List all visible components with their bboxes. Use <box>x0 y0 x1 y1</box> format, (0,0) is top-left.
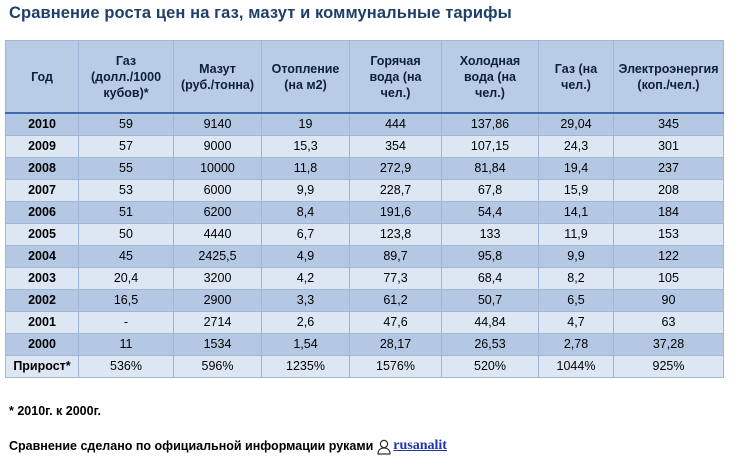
value-cell: 68,4 <box>442 268 539 290</box>
value-cell: 596% <box>174 356 262 378</box>
value-cell: 6000 <box>174 180 262 202</box>
year-cell: 2003 <box>6 268 79 290</box>
table-row <box>6 334 724 356</box>
value-cell: 20,4 <box>79 268 174 290</box>
value-cell: 90 <box>614 290 724 312</box>
value-cell: 6,5 <box>539 290 614 312</box>
value-cell: 1534 <box>174 334 262 356</box>
value-cell: 19,4 <box>539 158 614 180</box>
value-cell: 45 <box>79 246 174 268</box>
table-row <box>6 224 724 246</box>
value-cell: 44,84 <box>442 312 539 334</box>
value-cell: 2,6 <box>262 312 350 334</box>
value-cell: 2900 <box>174 290 262 312</box>
user-icon <box>377 439 391 455</box>
column-header-line: чел.) <box>561 77 591 92</box>
value-cell: 1235% <box>262 356 350 378</box>
column-header-line: Газ (на <box>554 61 598 76</box>
table-header-row <box>6 41 724 114</box>
column-header-line: кубов)* <box>103 85 149 100</box>
value-cell: 11,9 <box>539 224 614 246</box>
column-header-line: (долл./1000 <box>90 69 162 84</box>
value-cell: 15,3 <box>262 136 350 158</box>
value-cell: 26,53 <box>442 334 539 356</box>
value-cell: 4,7 <box>539 312 614 334</box>
column-header-line: Отопление <box>271 61 340 76</box>
credit-line <box>9 438 447 454</box>
table-body <box>6 113 724 378</box>
column-header <box>79 41 174 114</box>
value-cell: 6,7 <box>262 224 350 246</box>
column-header-line: (на м2) <box>284 77 327 92</box>
value-cell: 9140 <box>174 113 262 136</box>
value-cell: 9,9 <box>262 180 350 202</box>
value-cell: 95,8 <box>442 246 539 268</box>
value-cell: 228,7 <box>350 180 442 202</box>
year-cell: 2009 <box>6 136 79 158</box>
footnote: * 2010г. к 2000г. <box>9 404 102 418</box>
value-cell: 11 <box>79 334 174 356</box>
value-cell: 11,8 <box>262 158 350 180</box>
value-cell: 153 <box>614 224 724 246</box>
column-header-line: Холодная <box>459 53 521 68</box>
value-cell: 122 <box>614 246 724 268</box>
value-cell: 1044% <box>539 356 614 378</box>
column-header-line: (руб./тонна) <box>180 77 255 92</box>
value-cell: 4440 <box>174 224 262 246</box>
value-cell: 53 <box>79 180 174 202</box>
column-header <box>442 41 539 114</box>
table-row <box>6 180 724 202</box>
value-cell: 133 <box>442 224 539 246</box>
column-header-line: чел.) <box>380 85 411 100</box>
column-header-line: Горячая <box>370 53 421 68</box>
column-header <box>262 41 350 114</box>
value-cell: 237 <box>614 158 724 180</box>
price-comparison-table <box>5 40 724 378</box>
value-cell: 444 <box>350 113 442 136</box>
column-header-line: вода (на <box>463 69 516 84</box>
value-cell: 50,7 <box>442 290 539 312</box>
value-cell: 16,5 <box>79 290 174 312</box>
column-header <box>6 41 79 114</box>
value-cell: 4,9 <box>262 246 350 268</box>
value-cell: 9,9 <box>539 246 614 268</box>
column-header-line: чел.) <box>475 85 505 100</box>
year-cell: 2004 <box>6 246 79 268</box>
value-cell: 57 <box>79 136 174 158</box>
author-link[interactable]: rusanalit <box>393 438 447 453</box>
column-header-line: Год <box>31 69 53 84</box>
column-header-line: (коп./чел.) <box>637 77 700 92</box>
value-cell: 4,2 <box>262 268 350 290</box>
column-header-line: Газ <box>115 53 137 68</box>
table-row <box>6 158 724 180</box>
value-cell: 9000 <box>174 136 262 158</box>
table-row <box>6 290 724 312</box>
value-cell: 19 <box>262 113 350 136</box>
page-title: Сравнение роста цен на газ, мазут и коммунальные тарифы <box>9 4 512 22</box>
year-cell: 2007 <box>6 180 79 202</box>
value-cell: 1576% <box>350 356 442 378</box>
value-cell: 29,04 <box>539 113 614 136</box>
value-cell: 2714 <box>174 312 262 334</box>
year-cell: 2008 <box>6 158 79 180</box>
value-cell: 50 <box>79 224 174 246</box>
year-cell: 2006 <box>6 202 79 224</box>
value-cell: 123,8 <box>350 224 442 246</box>
year-cell: 2002 <box>6 290 79 312</box>
value-cell: 301 <box>614 136 724 158</box>
value-cell: - <box>79 312 174 334</box>
value-cell: 354 <box>350 136 442 158</box>
value-cell: 24,3 <box>539 136 614 158</box>
column-header <box>614 41 724 114</box>
value-cell: 55 <box>79 158 174 180</box>
value-cell: 59 <box>79 113 174 136</box>
value-cell: 2,78 <box>539 334 614 356</box>
table-row <box>6 113 724 136</box>
value-cell: 54,4 <box>442 202 539 224</box>
value-cell: 105 <box>614 268 724 290</box>
value-cell: 925% <box>614 356 724 378</box>
table-row <box>6 246 724 268</box>
value-cell: 3200 <box>174 268 262 290</box>
year-cell: 2005 <box>6 224 79 246</box>
value-cell: 28,17 <box>350 334 442 356</box>
value-cell: 10000 <box>174 158 262 180</box>
value-cell: 77,3 <box>350 268 442 290</box>
column-header-line: Мазут <box>199 61 236 76</box>
value-cell: 107,15 <box>442 136 539 158</box>
table-row <box>6 312 724 334</box>
table-row <box>6 268 724 290</box>
value-cell: 191,6 <box>350 202 442 224</box>
value-cell: 47,6 <box>350 312 442 334</box>
growth-row <box>6 356 724 378</box>
value-cell: 63 <box>614 312 724 334</box>
column-header <box>350 41 442 114</box>
column-header <box>539 41 614 114</box>
value-cell: 8,2 <box>539 268 614 290</box>
year-cell: 2000 <box>6 334 79 356</box>
value-cell: 61,2 <box>350 290 442 312</box>
column-header <box>174 41 262 114</box>
value-cell: 536% <box>79 356 174 378</box>
value-cell: 208 <box>614 180 724 202</box>
column-header-line: Электроэнергия <box>618 61 719 76</box>
value-cell: 2425,5 <box>174 246 262 268</box>
value-cell: 89,7 <box>350 246 442 268</box>
value-cell: 345 <box>614 113 724 136</box>
value-cell: 3,3 <box>262 290 350 312</box>
value-cell: 15,9 <box>539 180 614 202</box>
year-cell: 2001 <box>6 312 79 334</box>
value-cell: 137,86 <box>442 113 539 136</box>
year-cell: Прирост* <box>6 356 79 378</box>
value-cell: 14,1 <box>539 202 614 224</box>
value-cell: 67,8 <box>442 180 539 202</box>
table-row <box>6 202 724 224</box>
value-cell: 51 <box>79 202 174 224</box>
value-cell: 520% <box>442 356 539 378</box>
value-cell: 184 <box>614 202 724 224</box>
value-cell: 6200 <box>174 202 262 224</box>
value-cell: 37,28 <box>614 334 724 356</box>
year-cell: 2010 <box>6 113 79 136</box>
credit-text: Сравнение сделано по официальной информации руками <box>9 439 374 453</box>
table-row <box>6 136 724 158</box>
value-cell: 8,4 <box>262 202 350 224</box>
column-header-line: вода (на <box>369 69 422 84</box>
value-cell: 1,54 <box>262 334 350 356</box>
value-cell: 272,9 <box>350 158 442 180</box>
value-cell: 81,84 <box>442 158 539 180</box>
